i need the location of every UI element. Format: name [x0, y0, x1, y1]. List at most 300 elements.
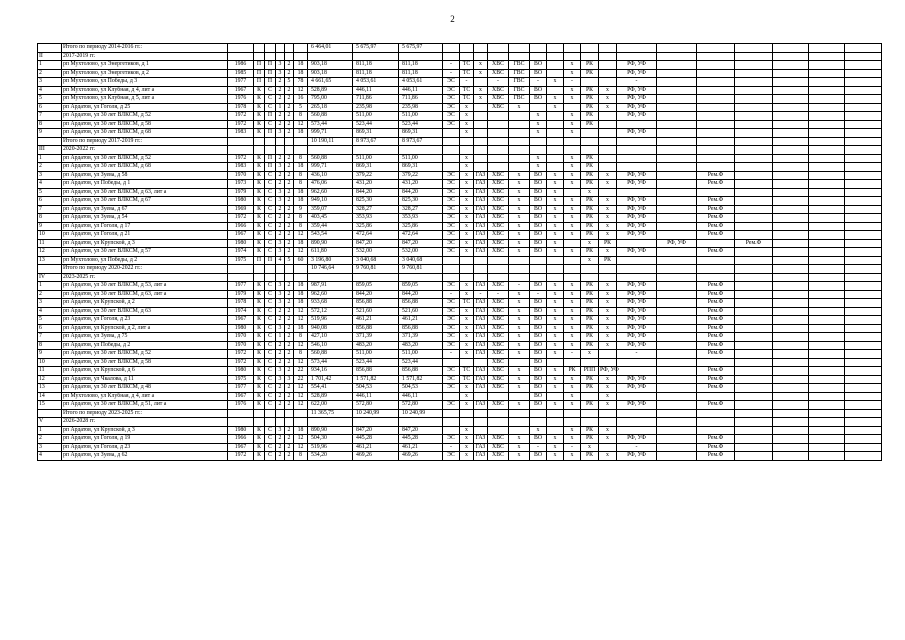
table-cell — [657, 409, 697, 418]
table-cell — [735, 392, 773, 401]
table-cell: ЭС — [443, 248, 460, 257]
table-cell: 8 — [294, 214, 308, 223]
table-cell: х — [581, 188, 599, 197]
table-cell: 12 — [294, 248, 308, 257]
table-cell: 511,00 — [399, 350, 443, 359]
table-cell: 1970 — [228, 333, 254, 342]
table-cell — [474, 265, 488, 274]
table-cell: 2 — [285, 435, 294, 444]
table-cell: С — [265, 384, 276, 393]
row-number-cell: 5 — [38, 95, 62, 104]
table-cell — [773, 112, 809, 121]
address-cell: рп Ардатов, ул 30 лет ВЛКСМ, д 53, лит а — [62, 282, 228, 291]
table-cell: 2 — [285, 69, 294, 78]
table-cell — [509, 163, 530, 172]
table-cell — [735, 78, 773, 87]
table-cell: РФ, УФ — [617, 401, 657, 410]
table-cell: ЭС — [443, 375, 460, 384]
table-cell: 560,88 — [308, 112, 353, 121]
table-cell — [845, 256, 882, 265]
table-cell: Рем.Ф — [697, 171, 735, 180]
table-cell: 8 — [294, 222, 308, 231]
table-cell — [399, 273, 443, 282]
table-cell — [547, 120, 564, 129]
table-cell — [657, 112, 697, 121]
table-cell: 1977 — [228, 384, 254, 393]
table-cell — [657, 214, 697, 223]
table-cell — [809, 239, 845, 248]
table-cell: х — [564, 180, 581, 189]
table-cell: 328,27 — [353, 205, 399, 214]
address-cell: Итого по периоду 2014-2016 гг.: — [62, 44, 228, 53]
table-cell — [845, 188, 882, 197]
table-cell — [353, 418, 399, 427]
table-cell: - — [443, 350, 460, 359]
table-cell — [809, 52, 845, 61]
table-cell: С — [265, 358, 276, 367]
table-cell — [509, 146, 530, 155]
table-cell: 2 — [276, 171, 285, 180]
table-cell — [735, 435, 773, 444]
table-cell — [697, 52, 735, 61]
table-cell: П — [265, 129, 276, 138]
table-cell — [697, 95, 735, 104]
table-cell — [809, 78, 845, 87]
table-cell — [488, 120, 509, 129]
table-cell: К — [254, 129, 265, 138]
table-cell — [845, 180, 882, 189]
table-cell: РК — [581, 69, 599, 78]
table-cell — [773, 188, 809, 197]
table-cell: 353,93 — [353, 214, 399, 223]
table-cell: 2 — [276, 443, 285, 452]
table-row — [38, 248, 882, 257]
table-cell — [735, 120, 773, 129]
row-number-cell: 7 — [38, 205, 62, 214]
table-cell: ВО — [530, 180, 547, 189]
table-cell: 4 661,65 — [308, 78, 353, 87]
table-cell — [617, 52, 657, 61]
row-number-cell: 3 — [38, 443, 62, 452]
table-cell — [697, 265, 735, 274]
row-number-cell — [38, 265, 62, 274]
table-cell — [773, 214, 809, 223]
table-cell: х — [509, 103, 530, 112]
table-cell: 2 — [276, 95, 285, 104]
table-cell: ВО — [530, 188, 547, 197]
table-cell — [265, 409, 276, 418]
table-cell — [773, 341, 809, 350]
table-cell: ХВС — [488, 350, 509, 359]
address-cell: рп Ардатов, ул 30 лет ВЛКСМ, д 57 — [62, 248, 228, 257]
table-cell: 3 — [276, 239, 285, 248]
address-cell: рп Ардатов, ул 30 лет ВЛКСМ, д 58 — [62, 120, 228, 129]
table-cell — [530, 146, 547, 155]
address-cell: рп Ардатов, ул Гоголя, д 25 — [62, 103, 228, 112]
table-cell: ЭС — [443, 103, 460, 112]
table-row — [38, 341, 882, 350]
table-cell: С — [265, 282, 276, 291]
table-cell: 5 — [294, 103, 308, 112]
table-cell — [697, 154, 735, 163]
table-cell: 847,20 — [353, 426, 399, 435]
table-cell — [564, 188, 581, 197]
table-cell: ГАЗ — [474, 197, 488, 206]
row-number-cell: 9 — [38, 350, 62, 359]
table-cell: х — [599, 375, 617, 384]
table-cell: 1986 — [228, 61, 254, 70]
table-cell: 8 — [294, 180, 308, 189]
table-cell — [460, 418, 474, 427]
table-cell: РК — [581, 103, 599, 112]
table-cell: 511,00 — [399, 112, 443, 121]
table-cell: РФ, УФ — [617, 129, 657, 138]
table-cell — [657, 163, 697, 172]
table-cell — [530, 418, 547, 427]
table-cell: 436,10 — [308, 171, 353, 180]
table-cell — [809, 95, 845, 104]
table-cell: РК — [581, 401, 599, 410]
table-cell — [564, 146, 581, 155]
table-row — [38, 171, 882, 180]
table-cell — [599, 69, 617, 78]
table-cell — [657, 273, 697, 282]
table-cell: х — [460, 120, 474, 129]
table-cell: х — [564, 112, 581, 121]
table-cell: 825,30 — [353, 197, 399, 206]
table-cell: 2 — [285, 350, 294, 359]
table-cell — [809, 316, 845, 325]
table-cell: х — [599, 401, 617, 410]
table-cell: ВО — [530, 350, 547, 359]
table-cell — [547, 163, 564, 172]
table-cell: 1972 — [228, 350, 254, 359]
table-cell: 60 — [294, 256, 308, 265]
table-cell: х — [599, 299, 617, 308]
table-cell: К — [254, 180, 265, 189]
table-cell — [599, 137, 617, 146]
table-cell: х — [564, 426, 581, 435]
table-cell: 18 — [294, 197, 308, 206]
table-cell: 371,39 — [353, 333, 399, 342]
table-cell: 523,44 — [353, 120, 399, 129]
table-cell: 10 240,99 — [353, 409, 399, 418]
table-cell — [773, 69, 809, 78]
table-cell: С — [265, 452, 276, 461]
table-row — [38, 146, 882, 155]
table-cell — [809, 452, 845, 461]
table-cell: 2 — [276, 205, 285, 214]
table-cell: 2 — [285, 341, 294, 350]
table-cell: ХВС — [488, 103, 509, 112]
table-cell: РК — [581, 307, 599, 316]
table-cell: РК — [581, 333, 599, 342]
row-number-cell: 7 — [38, 112, 62, 121]
table-cell: 1 571,82 — [399, 375, 443, 384]
address-cell: 2026-2028 гг. — [62, 418, 228, 427]
table-cell — [809, 154, 845, 163]
table-cell: РФ, УФ — [617, 197, 657, 206]
table-cell: 1980 — [228, 324, 254, 333]
table-cell — [735, 307, 773, 316]
table-cell: ГВС — [509, 61, 530, 70]
table-cell — [735, 163, 773, 172]
address-cell: рп Ардатов, ул 30 лет ВЛКСМ, д 63 — [62, 307, 228, 316]
table-cell — [547, 86, 564, 95]
table-cell: х — [564, 154, 581, 163]
table-cell: х — [564, 375, 581, 384]
row-number-cell: IV — [38, 273, 62, 282]
table-row — [38, 350, 882, 359]
table-cell: ВО — [530, 86, 547, 95]
table-cell — [697, 78, 735, 87]
table-cell: 2 — [276, 435, 285, 444]
table-cell — [845, 341, 882, 350]
table-cell: 2 — [276, 316, 285, 325]
table-cell: 611,80 — [308, 248, 353, 257]
address-cell: рп Ардатов, ул 30 лет ВЛКСМ, д 58 — [62, 358, 228, 367]
row-number-cell: 2 — [38, 69, 62, 78]
table-cell: ХВС — [488, 401, 509, 410]
row-number-cell: 4 — [38, 452, 62, 461]
table-cell — [265, 265, 276, 274]
table-cell: - — [443, 61, 460, 70]
address-cell: 2017-2019 гг. — [62, 52, 228, 61]
table-cell: П — [265, 78, 276, 87]
table-cell — [657, 137, 697, 146]
table-cell: 2 — [276, 384, 285, 393]
table-row — [38, 367, 882, 376]
table-cell — [460, 44, 474, 53]
table-cell: 1983 — [228, 129, 254, 138]
table-cell — [773, 180, 809, 189]
table-cell — [228, 146, 254, 155]
table-cell: 528,89 — [308, 86, 353, 95]
table-cell: 2 — [276, 180, 285, 189]
table-cell — [509, 52, 530, 61]
table-cell — [294, 273, 308, 282]
table-cell: ВО — [530, 307, 547, 316]
table-cell — [509, 256, 530, 265]
table-cell: К — [254, 282, 265, 291]
table-cell: 12 — [294, 120, 308, 129]
table-cell: 3 — [285, 375, 294, 384]
table-cell — [845, 78, 882, 87]
table-cell — [809, 112, 845, 121]
table-cell: ГАЗ — [474, 248, 488, 257]
table-cell — [474, 44, 488, 53]
table-cell: Рем.Ф — [697, 435, 735, 444]
table-cell: 504,53 — [399, 384, 443, 393]
table-cell: К — [254, 154, 265, 163]
table-cell: 869,31 — [399, 129, 443, 138]
table-cell: 359,07 — [308, 205, 353, 214]
table-cell — [809, 333, 845, 342]
table-cell — [735, 171, 773, 180]
table-cell: РФ, УФ — [617, 180, 657, 189]
table-cell — [599, 358, 617, 367]
table-cell — [735, 180, 773, 189]
table-cell: 3 — [276, 282, 285, 291]
table-cell: 2 — [276, 154, 285, 163]
table-cell — [773, 418, 809, 427]
table-cell — [773, 86, 809, 95]
table-cell — [353, 273, 399, 282]
address-cell: рп Ардатов, ул Зуева, д 67 — [62, 205, 228, 214]
table-cell: 8 973,67 — [399, 137, 443, 146]
table-cell — [845, 358, 882, 367]
table-cell: 1970 — [228, 171, 254, 180]
table-cell: х — [599, 180, 617, 189]
table-cell: РФ, УФ — [617, 307, 657, 316]
table-cell: 903,18 — [308, 61, 353, 70]
table-cell: 847,20 — [399, 239, 443, 248]
row-number-cell: 13 — [38, 256, 62, 265]
table-cell — [617, 367, 657, 376]
table-cell: 2 — [276, 341, 285, 350]
table-cell: 461,21 — [353, 443, 399, 452]
table-cell: 2 — [285, 367, 294, 376]
table-cell: 431,20 — [399, 180, 443, 189]
table-cell: - — [564, 350, 581, 359]
address-cell: рп Ардатов, ул 30 лет ВЛКСМ, д 48 — [62, 384, 228, 393]
table-cell — [399, 146, 443, 155]
table-cell: К — [254, 316, 265, 325]
table-cell: РФ, УФ — [617, 214, 657, 223]
table-cell: 1976 — [228, 95, 254, 104]
table-cell: Рем.Ф — [697, 231, 735, 240]
table-cell: х — [460, 103, 474, 112]
table-cell — [773, 375, 809, 384]
table-cell: П — [265, 163, 276, 172]
table-cell: х — [547, 341, 564, 350]
table-cell: С — [265, 350, 276, 359]
table-cell: ЭС — [443, 205, 460, 214]
table-cell: РК — [581, 452, 599, 461]
table-cell — [308, 146, 353, 155]
table-cell: С — [265, 222, 276, 231]
table-cell: С — [265, 197, 276, 206]
table-cell: х — [564, 435, 581, 444]
table-cell — [294, 137, 308, 146]
table-cell: 987,91 — [308, 282, 353, 291]
table-row — [38, 137, 882, 146]
table-cell — [581, 52, 599, 61]
row-number-cell: 5 — [38, 188, 62, 197]
table-cell — [735, 154, 773, 163]
table-cell — [697, 188, 735, 197]
table-cell — [773, 409, 809, 418]
table-cell: х — [547, 350, 564, 359]
table-cell: х — [509, 180, 530, 189]
table-cell: 511,00 — [353, 350, 399, 359]
table-cell — [809, 384, 845, 393]
table-cell: х — [460, 248, 474, 257]
table-cell: х — [530, 120, 547, 129]
table-cell — [697, 86, 735, 95]
table-row — [38, 69, 882, 78]
table-cell: РФ, УФ — [617, 435, 657, 444]
table-cell: 521,60 — [353, 307, 399, 316]
table-cell: РК — [581, 120, 599, 129]
table-cell: 528,89 — [308, 392, 353, 401]
table-cell — [547, 409, 564, 418]
table-cell: 22 — [294, 367, 308, 376]
table-cell — [697, 392, 735, 401]
table-cell — [809, 341, 845, 350]
table-cell: 18 — [294, 188, 308, 197]
table-cell: 2 — [285, 392, 294, 401]
table-cell — [809, 367, 845, 376]
table-cell: 8 — [294, 452, 308, 461]
table-cell — [509, 112, 530, 121]
table-cell: х — [509, 443, 530, 452]
table-cell: 856,88 — [399, 324, 443, 333]
table-cell: ХВС — [488, 367, 509, 376]
table-cell — [547, 154, 564, 163]
table-cell: х — [460, 214, 474, 223]
address-cell: рп Мухтолово, ул Победы, д 3 — [62, 78, 228, 87]
table-cell: РФ, УФ — [617, 86, 657, 95]
table-cell: ХВС — [488, 333, 509, 342]
table-cell — [773, 307, 809, 316]
table-row — [38, 163, 882, 172]
table-cell: 847,20 — [399, 426, 443, 435]
table-cell — [254, 44, 265, 53]
table-cell — [809, 392, 845, 401]
table-cell: 1973 — [228, 180, 254, 189]
table-cell — [773, 367, 809, 376]
table-cell — [657, 333, 697, 342]
table-cell — [657, 171, 697, 180]
table-cell: 461,21 — [353, 316, 399, 325]
table-cell: ГАЗ — [474, 341, 488, 350]
table-cell — [474, 426, 488, 435]
table-cell — [285, 418, 294, 427]
table-cell — [657, 299, 697, 308]
table-row — [38, 129, 882, 138]
table-cell: 446,11 — [399, 392, 443, 401]
table-cell: 12 — [294, 307, 308, 316]
table-cell: 825,30 — [399, 197, 443, 206]
table-cell: х — [599, 307, 617, 316]
table-cell: К — [254, 367, 265, 376]
table-cell: К — [254, 307, 265, 316]
table-cell: х — [547, 78, 564, 87]
table-cell: 711,86 — [353, 95, 399, 104]
table-cell — [845, 248, 882, 257]
table-cell: ЭС — [443, 316, 460, 325]
table-cell — [697, 146, 735, 155]
table-cell: ХВС — [488, 69, 509, 78]
table-cell: 469,26 — [399, 452, 443, 461]
table-cell — [657, 180, 697, 189]
table-cell: РФ, УФ — [617, 299, 657, 308]
table-cell: РФ, УФ — [617, 205, 657, 214]
table-cell: 3 — [276, 375, 285, 384]
table-cell: 445,28 — [399, 435, 443, 444]
table-cell — [488, 273, 509, 282]
table-row — [38, 103, 882, 112]
table-cell: ВО — [530, 392, 547, 401]
table-cell: Рем.Ф — [697, 324, 735, 333]
address-cell: рп Ардатов, ул 30 лет ВЛКСМ, д 63, лит а — [62, 290, 228, 299]
table-cell: 8 — [294, 350, 308, 359]
table-cell — [773, 120, 809, 129]
table-cell — [657, 316, 697, 325]
table-cell: РК — [581, 197, 599, 206]
table-cell: 11 365,75 — [308, 409, 353, 418]
